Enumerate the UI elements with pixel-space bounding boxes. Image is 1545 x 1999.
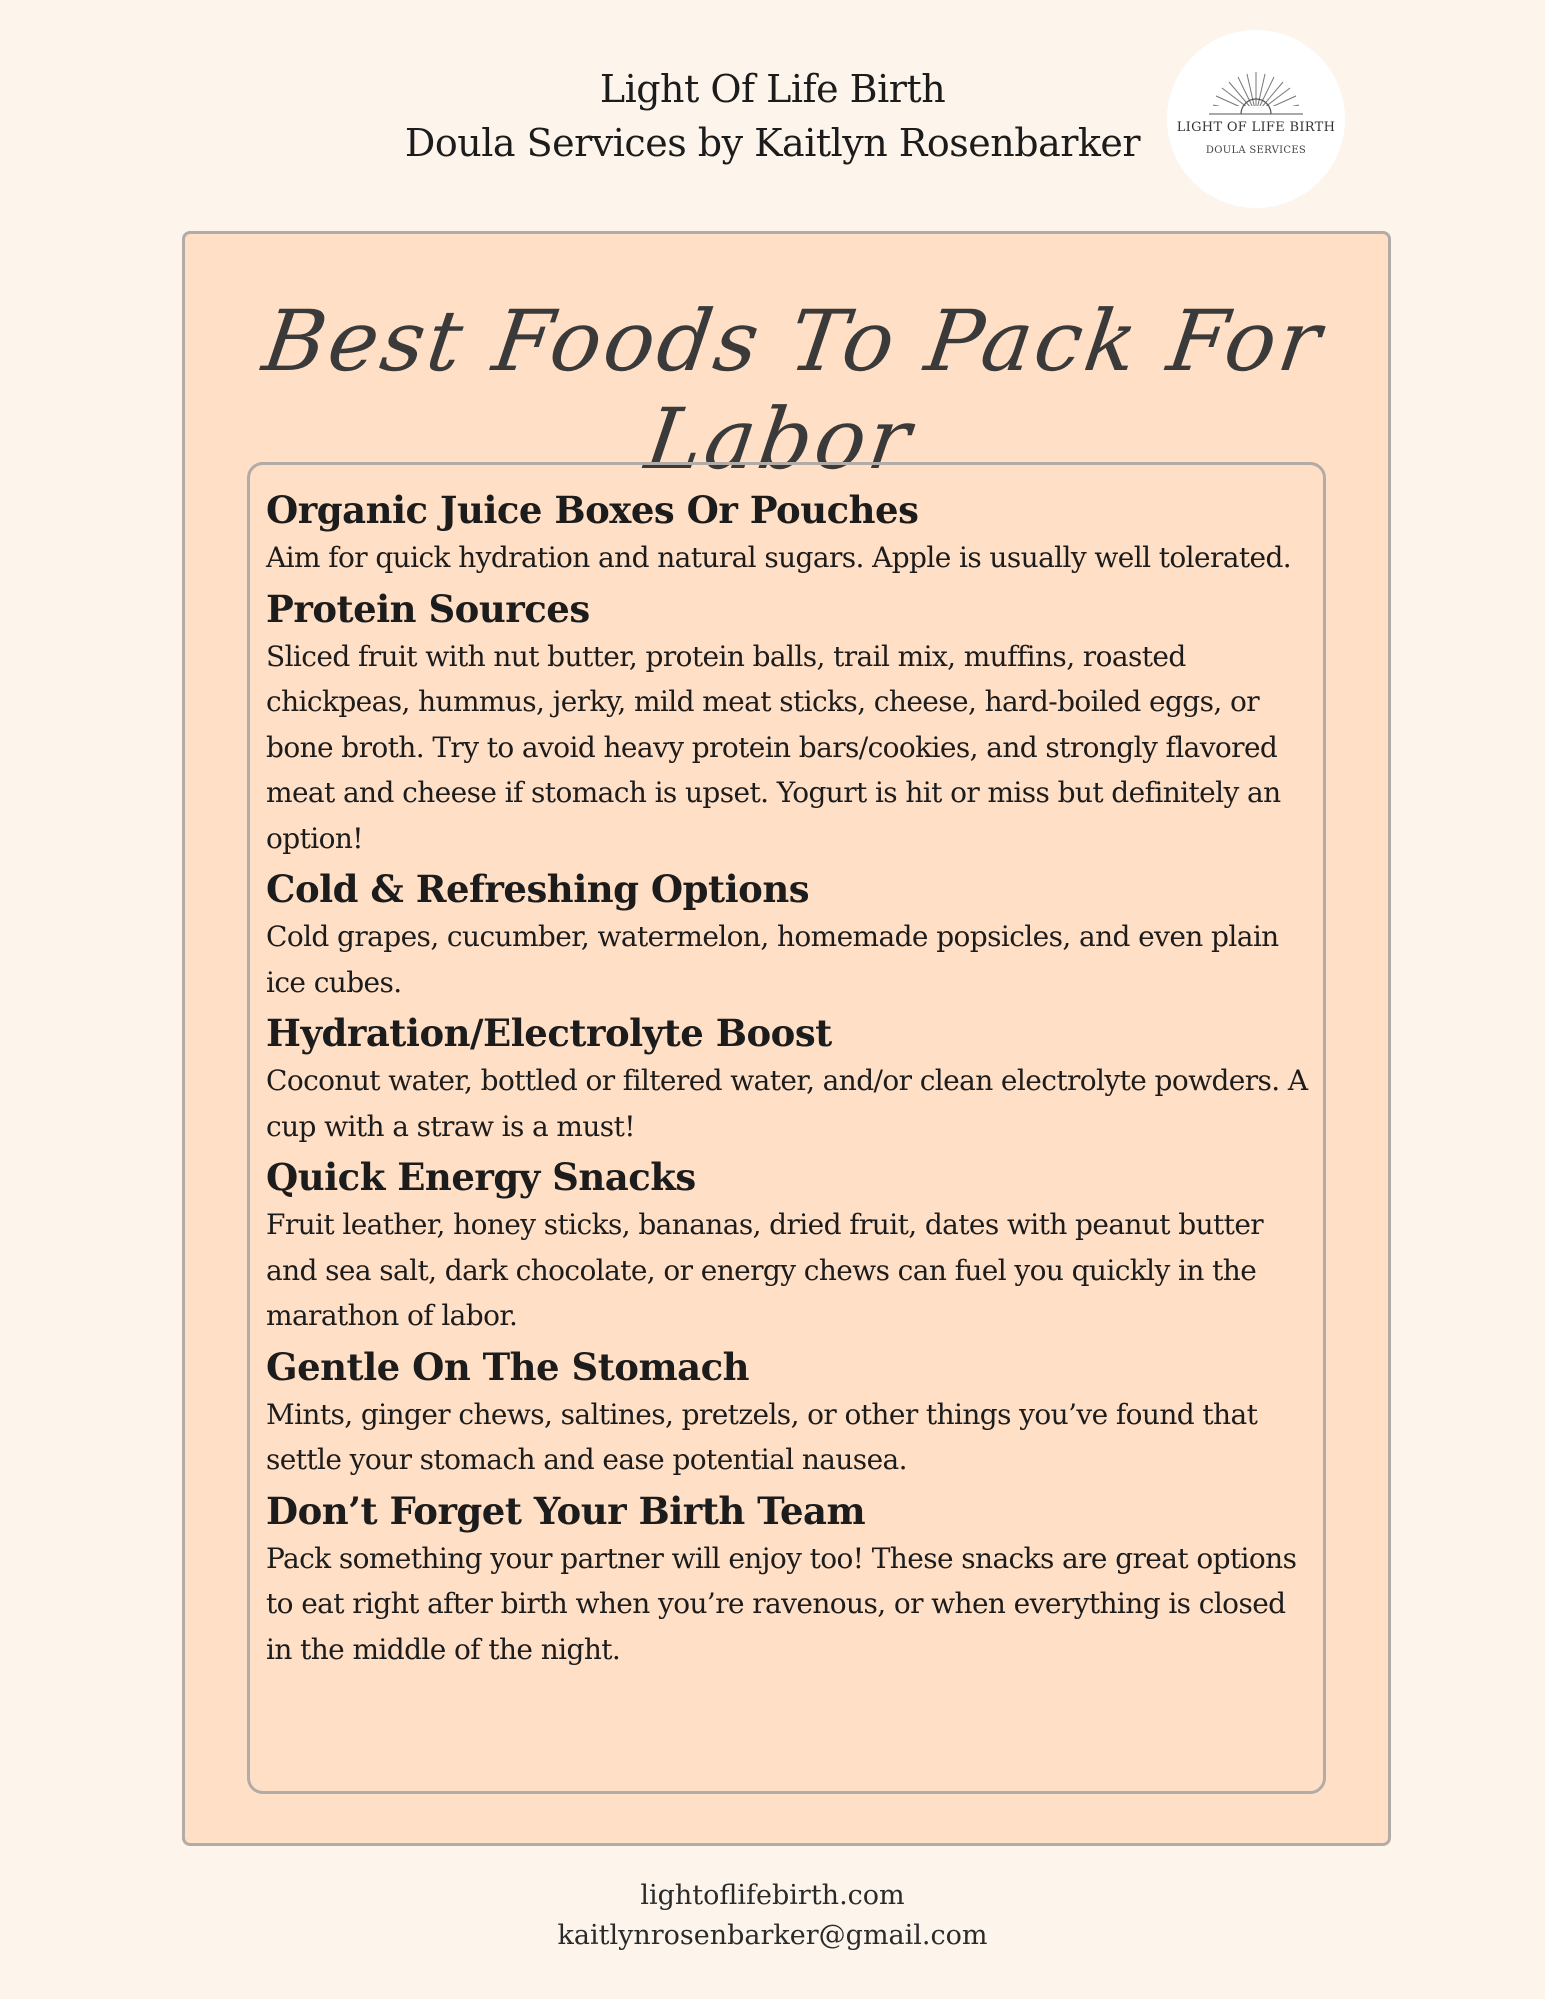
section-heading: Gentle On The Stomach (266, 1344, 750, 1389)
logo-subtext: DOULA SERVICES (1205, 145, 1307, 156)
section-body: Pack something your partner will enjoy too! These snacks are great options to eat right after birth when you’re ravenous, or when everything is closed in the middle of the night. (266, 1541, 1297, 1666)
section-cold (266, 864, 1311, 1005)
section-heading: Hydration/Electrolyte Boost (266, 1011, 832, 1055)
section-energy (266, 1152, 1311, 1339)
section-heading: Protein Sources (266, 586, 590, 631)
food-list (266, 485, 1311, 1675)
section-body: Mints, ginger chews, saltines, pretzels, or other things you’ve found that settle your stomach and ease potential nausea. (266, 1397, 1258, 1476)
section-body: Aim for quick hydration and natural sugars. Apple is usually well tolerated. (266, 541, 1292, 574)
section-heading: Cold & Refreshing Options (266, 867, 810, 911)
logo (1167, 30, 1345, 208)
business-tagline: Doula Services by Kaitlyn Rosenbarker (404, 121, 1141, 165)
business-name: Light Of Life Birth (599, 67, 946, 111)
section-body: Cold grapes, cucumber, watermelon, homemade popsicles, and even plain ice cubes. (266, 920, 1279, 999)
section-juice (266, 485, 1311, 581)
section-protein (266, 584, 1311, 862)
logo-text: LIGHT OF LIFE BIRTH (1176, 120, 1336, 135)
section-heading: Don’t Forget Your Birth Team (266, 1488, 866, 1533)
section-body: Coconut water, bottled or filtered water, and/or clean electrolyte powders. A cup with a straw is a must! (266, 1064, 1308, 1143)
section-body: Sliced fruit with nut butter, protein balls, trail mix, muffins, roasted chickpeas, hummus, jerky, mild meat sticks, cheese, hard-boiled eggs, or bone broth. Try to avoid heavy protein bars/cookies, and strongly flavored meat and cheese if stomach is upset. Yogurt is hit or miss but definitely an option! (266, 639, 1281, 855)
section-heading: Organic Juice Boxes Or Pouches (266, 488, 919, 532)
food-list-box (247, 462, 1326, 1794)
footer (0, 1876, 1545, 1956)
page-title: Best Foods To Pack For Labor (257, 292, 1330, 488)
section-hydration (266, 1008, 1311, 1149)
website-link[interactable]: lightoflifebirth.com (640, 1880, 905, 1911)
section-birth-team (266, 1486, 1311, 1673)
sunburst-icon (1167, 30, 1345, 208)
section-heading: Quick Energy Snacks (266, 1155, 696, 1199)
content-card (182, 231, 1391, 1846)
email-link[interactable]: kaitlynrosenbarker@gmail.com (557, 1920, 988, 1951)
section-body: Fruit leather, honey sticks, bananas, dried fruit, dates with peanut butter and sea salt, dark chocolate, or energy chews can fuel you quickly in the marathon of labor. (266, 1208, 1264, 1332)
section-gentle (266, 1342, 1311, 1483)
